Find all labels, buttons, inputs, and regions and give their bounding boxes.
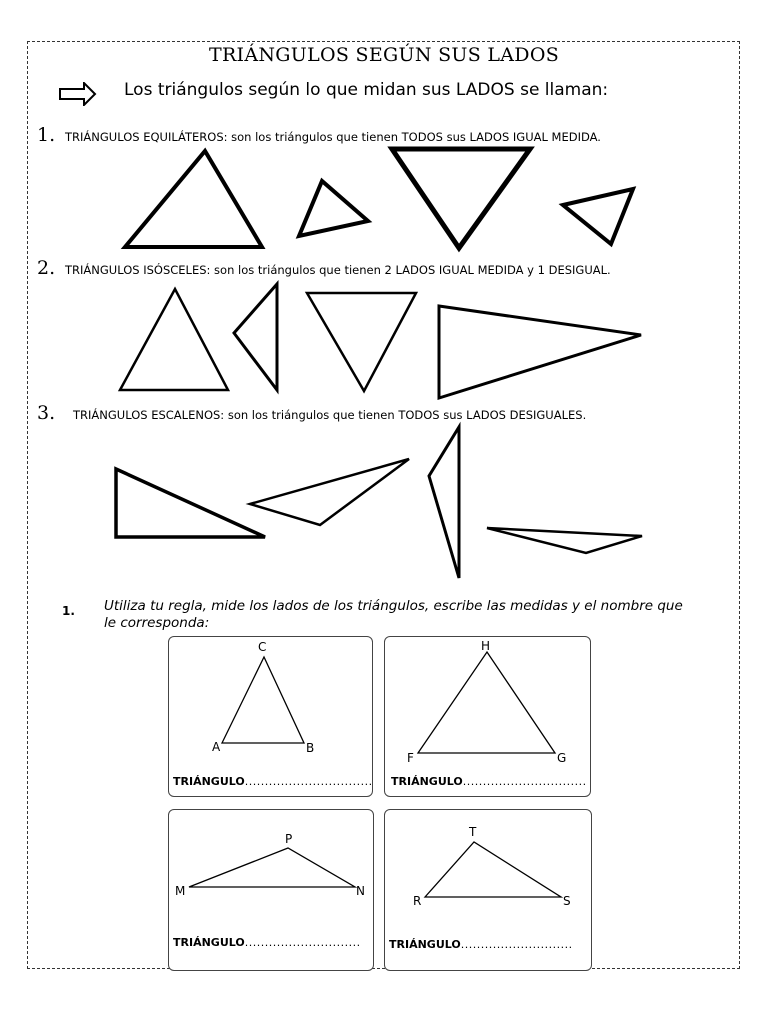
- vertex-label-t: T: [469, 825, 477, 839]
- exercise-card-trs: [384, 809, 592, 971]
- answer-line-pmn: [173, 936, 361, 949]
- answer-blank[interactable]: ............................: [460, 938, 573, 951]
- section-3-number: 3.: [37, 402, 56, 424]
- answer-label: TRIÁNGULO: [173, 775, 245, 788]
- exercise-instruction: Utiliza tu regla, mide los lados de los triángulos, escribe las medidas y el nombre que le corresponda:: [104, 598, 683, 631]
- section-2-definition: TRIÁNGULOS ISÓSCELES: son los triángulos que tienen 2 LADOS IGUAL MEDIDA y 1 DESIGUAL.: [65, 263, 611, 277]
- exercise-number: 1.: [62, 604, 75, 618]
- triangle-hfg: [385, 637, 592, 798]
- answer-blank[interactable]: ...............................: [462, 775, 587, 788]
- section-1-number: 1.: [37, 124, 56, 146]
- exercise-card-cab: [168, 636, 373, 797]
- answer-label: TRIÁNGULO: [391, 775, 463, 788]
- isosceles-triangle-1: [120, 289, 228, 390]
- scalene-triangle-2: [250, 459, 409, 525]
- scalene-triangle-3: [429, 427, 459, 578]
- scalene-triangle-4: [487, 528, 642, 553]
- answer-line-cab: [173, 775, 373, 788]
- vertex-label-r: R: [413, 894, 422, 908]
- vertex-label-n: N: [356, 884, 365, 898]
- vertex-label-g: G: [557, 751, 567, 765]
- vertex-label-c: C: [258, 640, 267, 654]
- triangle-cab: [169, 637, 374, 798]
- exercise-card-hfg: [384, 636, 591, 797]
- vertex-label-a: A: [212, 740, 221, 754]
- section-3-definition: TRIÁNGULOS ESCALENOS: son los triángulos que tienen TODOS sus LADOS DESIGUALES.: [73, 408, 587, 422]
- answer-label: TRIÁNGULO: [389, 938, 461, 951]
- answer-line-trs: [389, 938, 573, 951]
- vertex-label-s: S: [563, 894, 571, 908]
- isosceles-triangle-4: [439, 306, 641, 398]
- scalene-triangle-1: [116, 469, 265, 537]
- isosceles-triangle-2: [234, 284, 277, 390]
- vertex-label-b: B: [306, 741, 315, 755]
- intro-text: Los triángulos según lo que midan sus LADOS se llaman:: [124, 80, 609, 100]
- equilateral-triangle-2: [299, 181, 368, 236]
- answer-line-hfg: [391, 775, 587, 788]
- answer-label: TRIÁNGULO: [173, 936, 245, 949]
- answer-blank[interactable]: ................................: [244, 775, 373, 788]
- vertex-label-p: P: [285, 832, 293, 846]
- equilateral-triangle-4: [563, 189, 633, 244]
- vertex-label-h: H: [481, 639, 491, 653]
- exercise-card-pmn: [168, 809, 374, 971]
- section-1-definition: TRIÁNGULOS EQUILÁTEROS: son los triángulos que tienen TODOS sus LADOS IGUAL MEDIDA.: [65, 130, 601, 144]
- answer-blank[interactable]: .............................: [244, 936, 361, 949]
- isosceles-triangle-3: [307, 293, 416, 391]
- equilateral-triangle-3: [392, 149, 530, 248]
- section-2-number: 2.: [37, 257, 56, 279]
- equilateral-triangle-1: [125, 151, 262, 247]
- page-title: TRIÁNGULOS SEGÚN SUS LADOS: [208, 44, 560, 66]
- vertex-label-f: F: [407, 751, 414, 765]
- vertex-label-m: M: [175, 884, 186, 898]
